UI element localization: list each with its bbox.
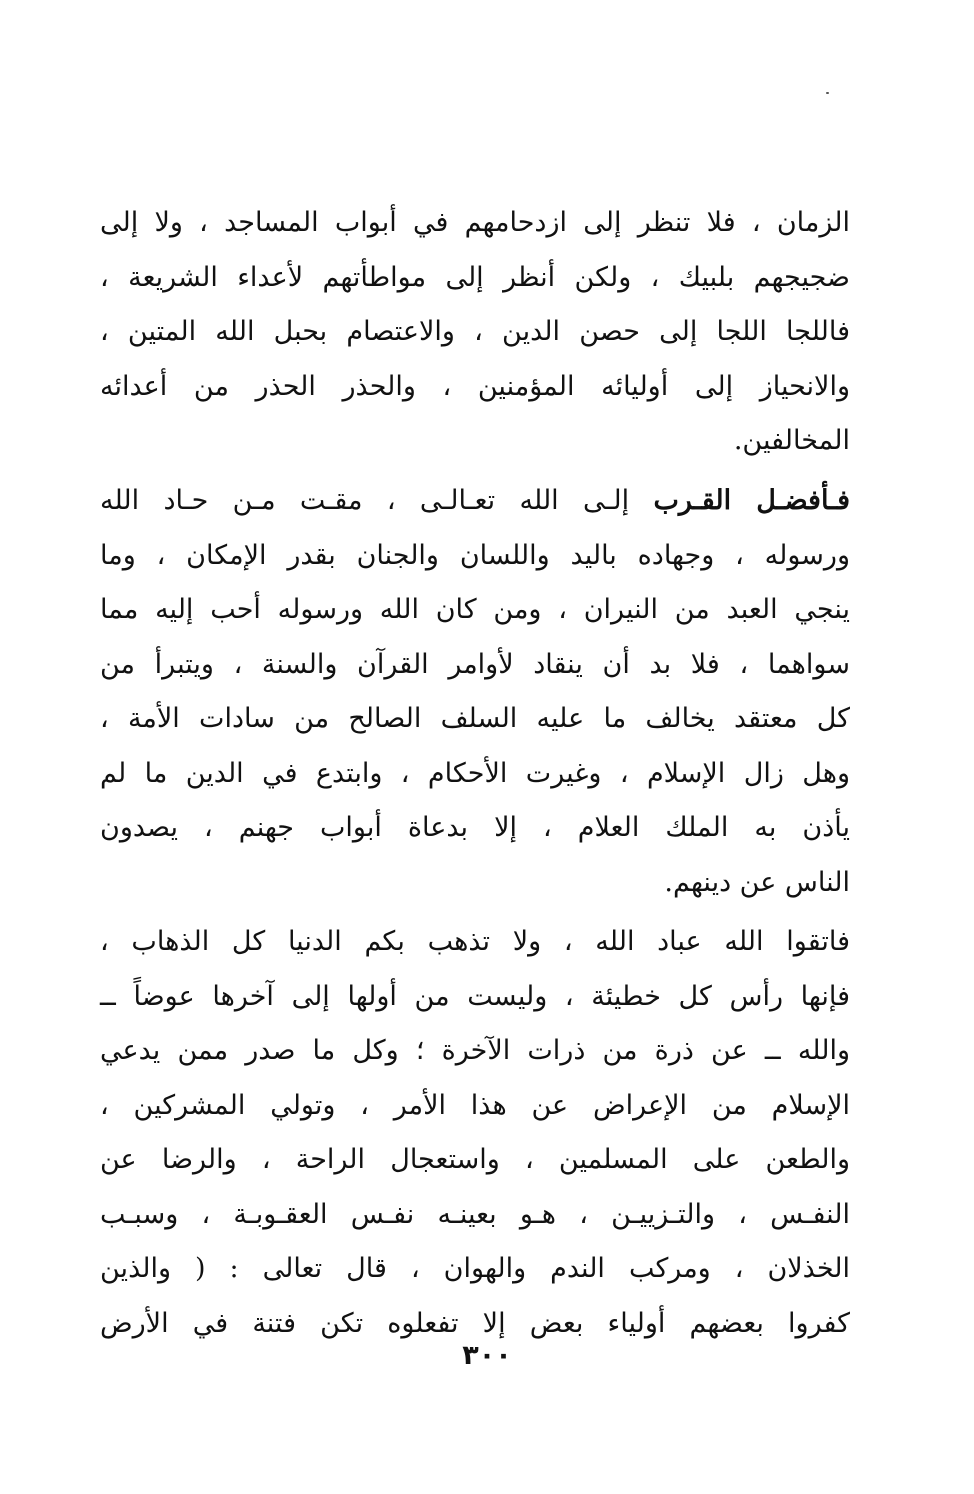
paragraph-3: [100, 915, 850, 1351]
paragraph-lead: فـأفضـل القـرب: [653, 485, 850, 516]
text-line: وهل زال الإسلام ، وغيرت الأحكام ، وابتدع في الدين ما لم: [100, 757, 850, 789]
text-line: الناس عن دينهم.: [664, 866, 850, 898]
text-line: الخذلان ، ومركب الندم والهوان ، قال تعالى : ( والذين: [100, 1253, 850, 1284]
text-line: فاللجا اللجا إلى حصن الدين ، والاعتصام بحبل الله المتين ،: [100, 316, 850, 347]
text-line: والطعن على المسلمين ، واستعجال الراحة ، والرضا عن: [100, 1144, 850, 1175]
text-line: المخالفين.: [733, 425, 850, 456]
paragraph-2: [100, 474, 850, 910]
text-line: ضجيجهم بلبيك ، ولكن أنظر إلى مواطأتهم لأعداء الشريعة ،: [100, 261, 850, 293]
text-line: والله ــ عن ذرة من ذرات الآخرة ؛ وكل ما صدر ممن يدعي: [100, 1035, 850, 1066]
text-line-first: [100, 474, 850, 529]
text-line: فإنها رأس كل خطيئة ، وليست من أولها إلى آخرها عوضاً ــ: [100, 980, 850, 1012]
text-line: ورسوله ، وجهاده باليد واللسان والجنان بقدر الإمكان ، وما: [100, 539, 850, 571]
text-line-rest: إلـى الله تعـالـى ، مقـت مـن حـاد الله: [100, 485, 654, 516]
scan-speck: [826, 92, 829, 94]
text-line: فاتقوا الله عباد الله ، ولا تذهب بكم الدنيا كل الذهاب ،: [100, 926, 850, 957]
text-line: والانحياز إلى أوليائه المؤمنين ، والحذر الحذر من أعدائه: [100, 370, 850, 402]
text-line: كل معتقد يخالف ما عليه السلف الصالح من سادات الأمة ،: [100, 703, 850, 734]
text-line: ينجي العبد من النيران ، ومن كان الله ورسوله أحب إليه مما: [100, 594, 850, 625]
page-number: ٣٠٠: [462, 1340, 512, 1371]
text-line: يأذن به الملك العلام ، إلا بدعاة أبواب جهنم ، يصدون: [100, 812, 850, 843]
text-line: الإسلام من الإعراض عن هذا الأمر ، وتولي المشركين ،: [100, 1089, 850, 1121]
text-line: النفـس ، والتـزييـن ، هـو بعينـه نفـس العقـوبـة ، وسبـب: [100, 1198, 850, 1230]
text-line: الزمان ، فلا تنظر إلى ازدحامهم في أبواب المساجد ، ولا إلى: [100, 207, 850, 238]
paragraph-1: [100, 196, 850, 469]
text-line: كفروا بعضهم أولياء بعض إلا تفعلوه تكن فتنة في الأرض: [100, 1307, 850, 1339]
text-line: سواهما ، فلا بد أن ينقاد لأوامر القرآن والسنة ، ويتبرأ من: [100, 648, 850, 680]
